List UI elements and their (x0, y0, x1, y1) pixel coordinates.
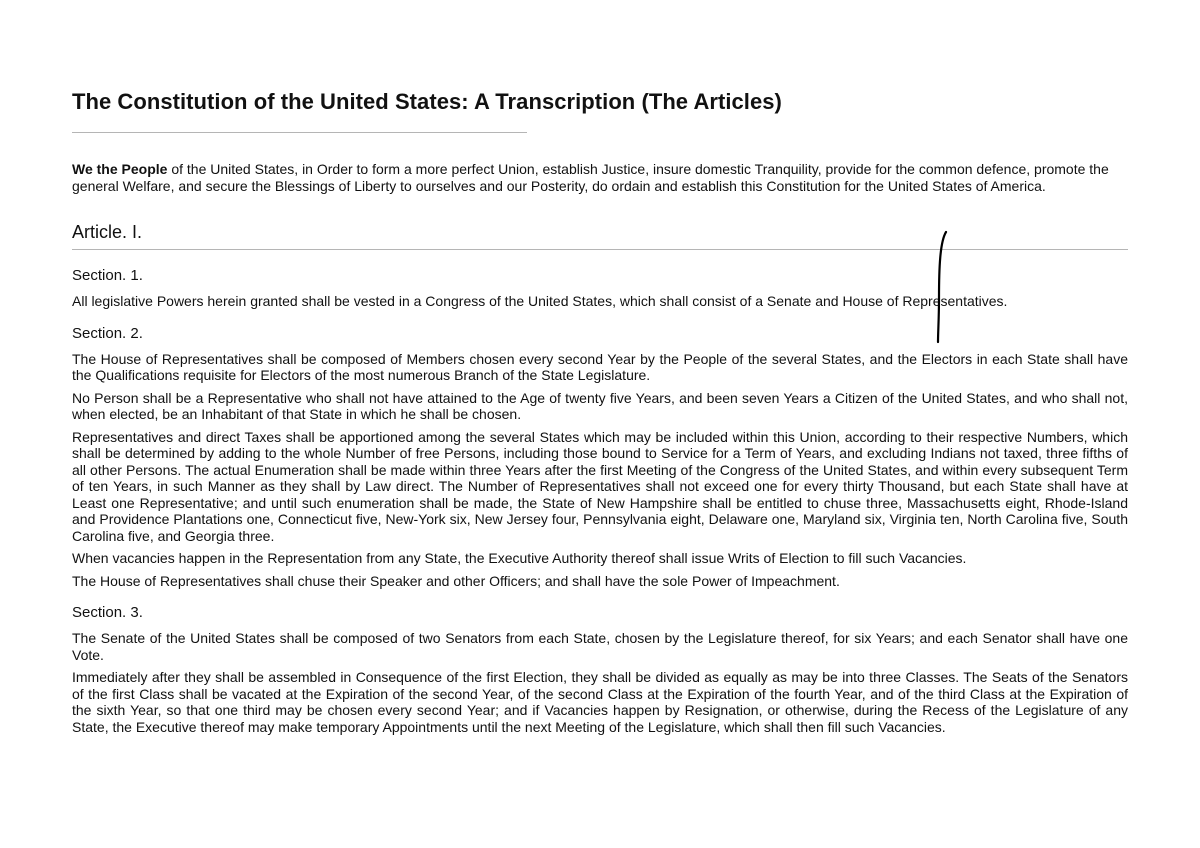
section-3-heading: Section. 3. (72, 604, 143, 621)
section-2-paragraph: The House of Representatives shall chuse their Speaker and other Officers; and shall have the sole Power of Impeachment. (72, 572, 840, 589)
section-3-body (72, 630, 1128, 735)
preamble-lead: We the People (72, 161, 168, 177)
title-divider (72, 132, 527, 133)
section-1-heading: Section. 1. (72, 267, 143, 284)
section-3-paragraph: The Senate of the United States shall be composed of two Senators from each State, chosen by the Legislature thereof, for six Years; and each Senator shall have one Vote. (72, 630, 1128, 663)
section-2-body (72, 351, 1128, 590)
section-2-paragraph: Representatives and direct Taxes shall be apportioned among the several States which may be included within this Union, according to their respective Numbers, which shall be determined by adding to the whole Number of free Persons, including those bound to Service for a Term of Years, and excluding Indians not taxed, three fifths of all other Persons. The actual Enumeration shall be made within three Years after the first Meeting of the Congress of the United States, and within every subsequent Term of ten Years, in such Manner as they shall by Law direct. The Number of Representatives shall not exceed one for every thirty Thousand, but each State shall have at Least one Representative; and until such enumeration shall be made, the State of New Hampshire shall be entitled to chuse three, Massachusetts eight, Rhode-Island and Providence Plantations one, Connecticut five, New-York six, New Jersey four, Pennsylvania eight, Delaware one, Maryland six, Virginia ten, North Carolina five, South Carolina five, and Georgia three. (72, 428, 1128, 544)
section-2-paragraph: When vacancies happen in the Representation from any State, the Executive Authority thereof shall issue Writs of Election to fill such Vacancies. (72, 550, 967, 566)
article-heading: Article. I. (72, 222, 143, 242)
section-2-paragraph: The House of Representatives shall be composed of Members chosen every second Year by the People of the several States, and the Electors in each State shall have the Qualifications requisite for Electors of the most numerous Branch of the State Legislature. (72, 350, 1128, 383)
section-2-paragraph: No Person shall be a Representative who shall not have attained to the Age of twenty five Years, and been seven Years a Citizen of the United States, and who shall not, when elected, be an Inhabitant of that State in which he shall be chosen. (72, 389, 1128, 422)
preamble (72, 161, 1128, 194)
article-divider (72, 249, 1128, 250)
section-2-heading: Section. 2. (72, 324, 143, 342)
preamble-text: of the United States, in Order to form a more perfect Union, establish Justice, insure domestic Tranquility, provide for the common defence, promote the general Welfare, and secure the Blessings of Liberty to ourselves and our Posterity, do ordain and establish this Constitution for the United States of America. (72, 161, 1109, 194)
pen-stroke-annotation (930, 228, 954, 348)
document-page (72, 88, 1128, 735)
section-3-paragraph: Immediately after they shall be assembled in Consequence of the first Election, they shall be divided as equally as may be into three Classes. The Seats of the Senators of the first Class shall be vacated at the Expiration of the second Year, of the second Class at the Expiration of the fourth Year, and of the third Class at the Expiration of the sixth Year, so that one third may be chosen every second Year; and if Vacancies happen by Resignation, or otherwise, during the Recess of the Legislature of any State, the Executive thereof may make temporary Appointments until the next Meeting of the Legislature, which shall then fill such Vacancies. (72, 669, 1128, 735)
page-title: The Constitution of the United States: A Transcription (The Articles) (72, 89, 782, 114)
section-1-body (72, 293, 1128, 310)
section-1-paragraph: All legislative Powers herein granted shall be vested in a Congress of the United States, which shall consist of a Senate and House of Representatives. (72, 293, 1008, 309)
